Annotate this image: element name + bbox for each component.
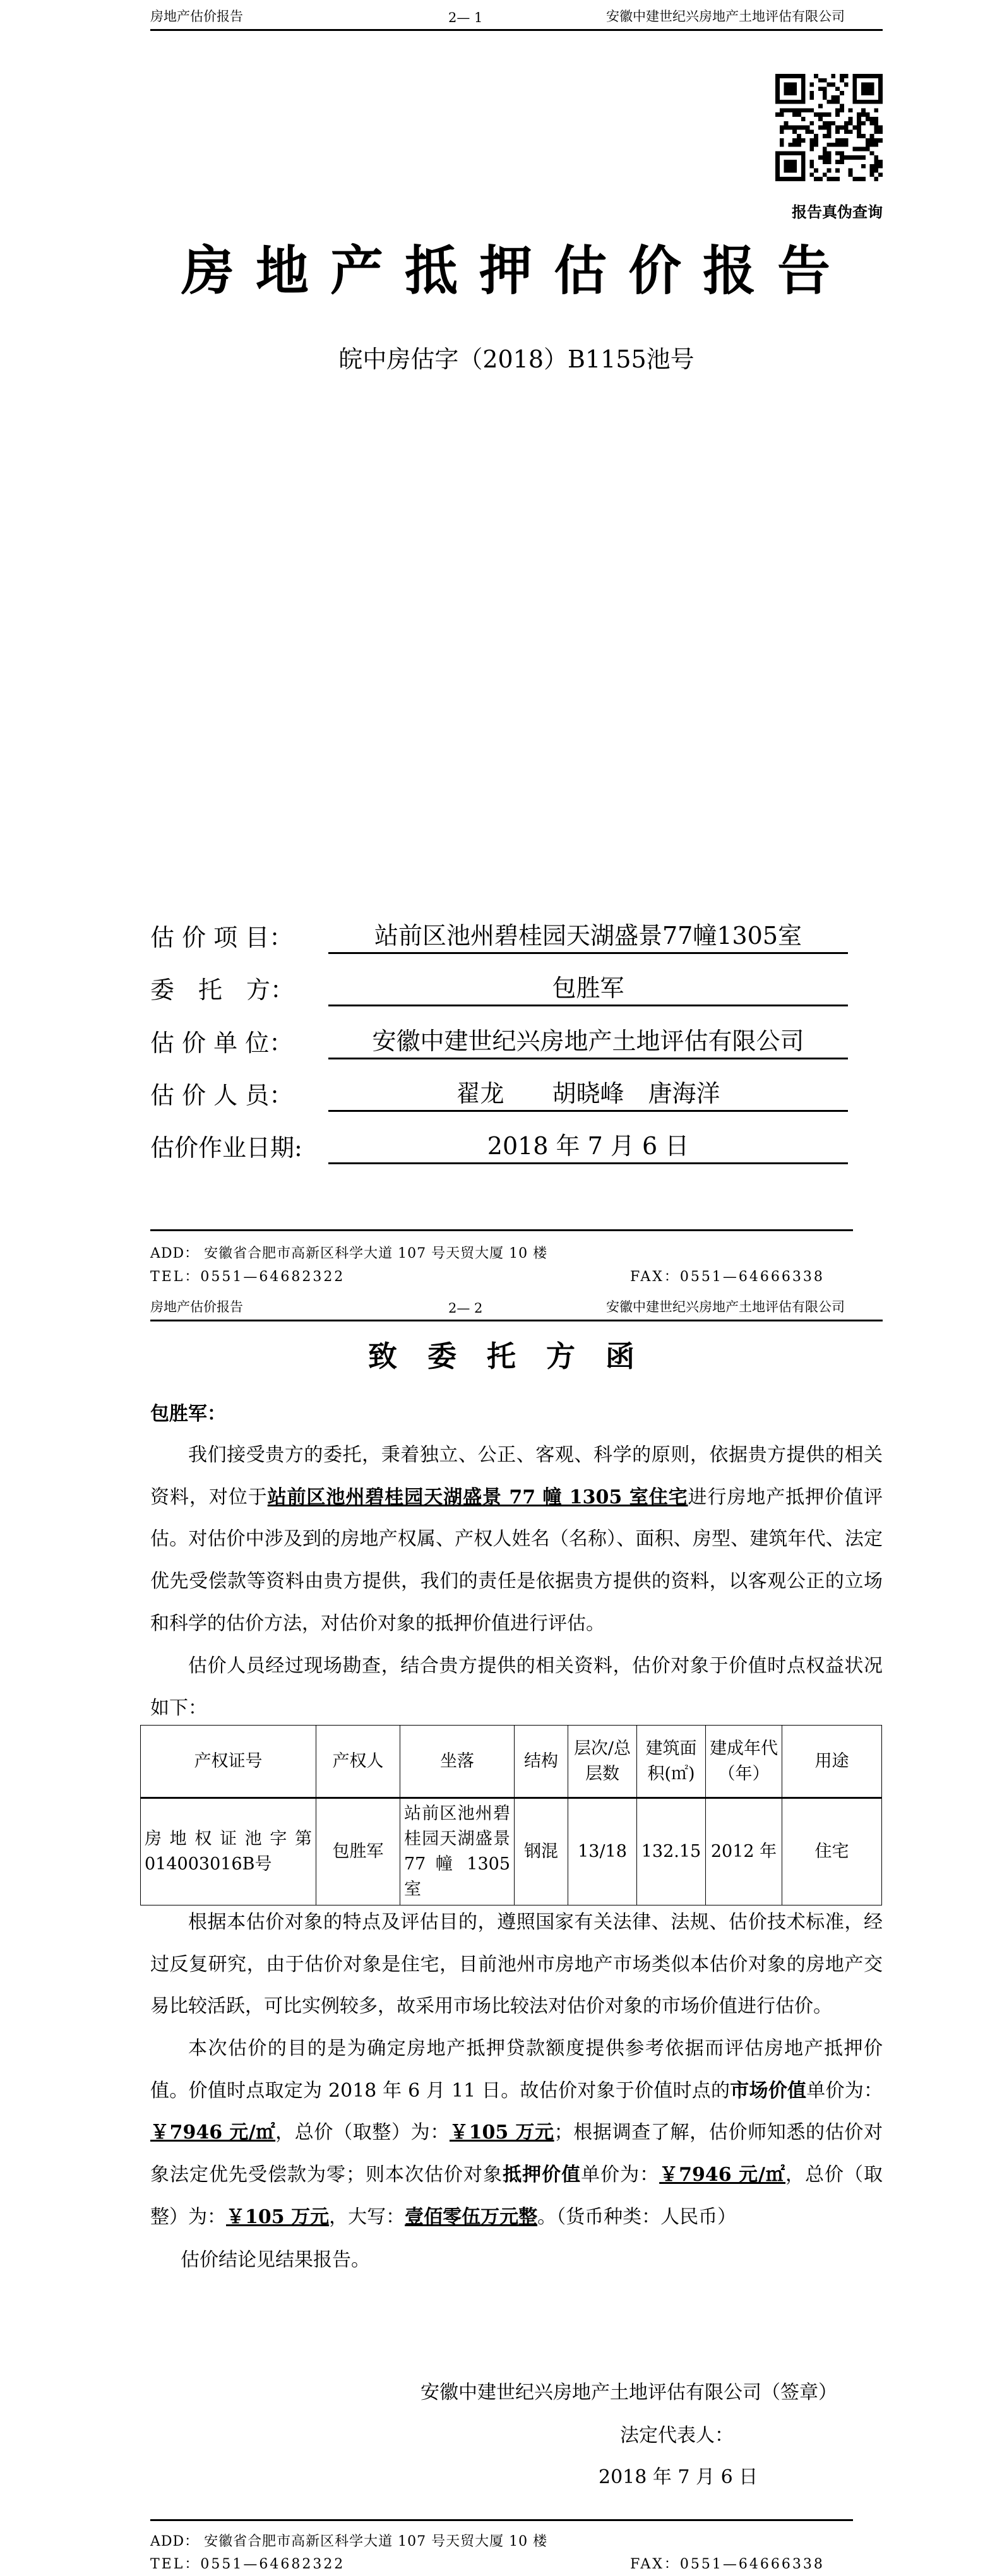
field-label: 估 价 项 目： xyxy=(150,924,294,951)
cell-area: 132.15 xyxy=(637,1798,706,1905)
page-header xyxy=(150,1291,883,1321)
signature-date: 2018 年 7 月 6 日 xyxy=(599,2466,758,2488)
qr-code-icon xyxy=(775,74,883,181)
text: ，总价（取整）为： xyxy=(150,2164,883,2228)
paragraph-conclusion: 估价结论见结果报告。 xyxy=(181,2249,370,2271)
header-left: 房地产估价报告 xyxy=(150,1299,243,1315)
salutation: 包胜军： xyxy=(150,1403,226,1425)
text: ；根据调查了解，估价师知悉的估价对象法定优先受偿款为零；则本次估价对象 xyxy=(150,2121,883,2186)
qr-caption: 报告真伪查询 xyxy=(792,203,883,221)
page-header xyxy=(150,0,883,31)
text: ，总价（取整）为： xyxy=(275,2121,450,2144)
field-appraiser-company xyxy=(150,1027,848,1059)
table-row xyxy=(141,1798,882,1905)
field-value: 包胜军 xyxy=(328,969,848,1006)
text: 。（货币种类：人民币） xyxy=(537,2205,737,2228)
market-total: ￥105 万元 xyxy=(449,2121,554,2144)
mortgage-total: ￥105 万元 xyxy=(226,2205,330,2228)
field-project xyxy=(150,922,848,954)
market-unit-price: ￥7946 元/㎡ xyxy=(150,2121,276,2144)
subject-property: 站前区池州碧桂园天湖盛景 77 幢 1305 室住宅 xyxy=(267,1486,688,1508)
table-header-row xyxy=(141,1726,882,1798)
field-value: 2018 年 7 月 6 日 xyxy=(328,1126,848,1164)
field-appraisers xyxy=(150,1080,848,1112)
footer-tel: TEL：0551—64682322 xyxy=(150,1269,345,1285)
footer-fax: FAX：0551—64666338 xyxy=(630,1269,825,1285)
footer-address: ADD： 安徽省合肥市高新区科学大道 107 号天贸大厦 10 楼 xyxy=(150,1246,548,1261)
signature-company: 安徽中建世纪兴房地产土地评估有限公司（签章） xyxy=(420,2382,837,2404)
col-header: 建成年代（年） xyxy=(706,1726,782,1798)
col-header: 用途 xyxy=(782,1726,882,1798)
col-header: 产权证号 xyxy=(141,1726,316,1798)
market-value-label: 市场价值 xyxy=(730,2079,807,2102)
page-number: 2— 2 xyxy=(448,1301,483,1316)
text: 单价为： xyxy=(806,2079,883,2102)
col-header: 层次/总层数 xyxy=(568,1726,637,1798)
cell-cert-no: 房地权证池字第014003016B号 xyxy=(141,1798,316,1905)
letter-title: 致委托方函 xyxy=(368,1339,665,1373)
report-title: 房地产抵押估价报告 xyxy=(181,239,852,302)
field-value: 翟龙 胡晓峰 唐海洋 xyxy=(328,1074,848,1112)
paragraph-intro xyxy=(150,1434,883,1645)
col-header: 建筑面积(㎡) xyxy=(637,1726,706,1798)
text: 单价为： xyxy=(581,2164,660,2186)
footer-tel: TEL：0551—64682322 xyxy=(150,2556,345,2572)
col-header: 坐落 xyxy=(400,1726,515,1798)
footer-fax: FAX：0551—64666338 xyxy=(630,2556,825,2572)
field-value: 站前区池州碧桂园天湖盛景77幢1305室 xyxy=(328,916,848,954)
cell-structure: 钢混 xyxy=(515,1798,568,1905)
footer-divider xyxy=(150,1229,853,1231)
header-company: 安徽中建世纪兴房地产土地评估有限公司 xyxy=(606,9,845,24)
paragraph-method: 根据本估价对象的特点及评估目的，遵照国家有关法律、法规、估价技术标准，经过反复研究，由于估价对象是住宅，目前池州市房地产市场类似本估价对象的房地产交易比较活跃，可比实例较多，故采用市场比较法对估价对象的市场价值进行估价。 xyxy=(150,1911,883,2018)
footer-address: ADD： 安徽省合肥市高新区科学大道 107 号天贸大厦 10 楼 xyxy=(150,2534,548,2549)
text: 进行房地产抵押价值评估。对估价中涉及到的房地产权属、产权人姓名（名称）、面积、房型、建筑年代、法定优先受偿款等资料由贵方提供，我们的责任是依据贵方提供的资料，以客观公正的立场和科学的估价方法，对估价对象的抵押价值进行评估。 xyxy=(150,1486,883,1635)
footer-divider xyxy=(150,2519,853,2521)
text: 我们接受贵方的委托，秉着独立、公正、客观、科学的原则，依据贵方提供的相关资料，对位于 xyxy=(150,1444,883,1508)
field-client xyxy=(150,974,848,1006)
cell-owner: 包胜军 xyxy=(316,1798,400,1905)
col-header: 结构 xyxy=(515,1726,568,1798)
field-label: 委 托 方： xyxy=(150,976,295,1004)
mortgage-unit-price: ￥7946 元/㎡ xyxy=(659,2164,786,2186)
cell-location: 站前区池州碧桂园天湖盛景 77 幢 1305 室 xyxy=(400,1798,515,1905)
field-date xyxy=(150,1132,848,1164)
field-value: 安徽中建世纪兴房地产土地评估有限公司 xyxy=(328,1022,848,1059)
signature-representative: 法定代表人： xyxy=(620,2424,734,2447)
cell-year: 2012 年 xyxy=(706,1798,782,1905)
paragraph-survey: 估价人员经过现场勘查，结合贵方提供的相关资料，估价对象于价值时点权益状况如下： xyxy=(150,1655,883,1719)
property-table xyxy=(140,1725,882,1905)
mortgage-value-label: 抵押价值 xyxy=(503,2164,582,2186)
paragraph-valuation xyxy=(150,2028,883,2239)
field-label: 估 价 人 员： xyxy=(150,1082,294,1109)
header-company: 安徽中建世纪兴房地产土地评估有限公司 xyxy=(606,1299,845,1315)
mortgage-total-words: 壹佰零伍万元整 xyxy=(405,2205,538,2228)
text: ，大写： xyxy=(329,2205,405,2228)
page-number: 2— 1 xyxy=(448,10,483,25)
report-number: 皖中房估字（2018）B1155池号 xyxy=(338,345,695,373)
header-left: 房地产估价报告 xyxy=(150,9,243,24)
text: 本次估价的目的是为确定房地产抵押贷款额度提供参考依据而评估房地产抵押价值。价值时点取定为 2018 年 6 月 11 日。故估价对象于价值时点的 xyxy=(150,2037,883,2102)
col-header: 产权人 xyxy=(316,1726,400,1798)
cell-floor: 13/18 xyxy=(568,1798,637,1905)
cell-use: 住宅 xyxy=(782,1798,882,1905)
field-label: 估价作业日期: xyxy=(150,1134,302,1162)
field-label: 估 价 单 位： xyxy=(150,1029,294,1057)
